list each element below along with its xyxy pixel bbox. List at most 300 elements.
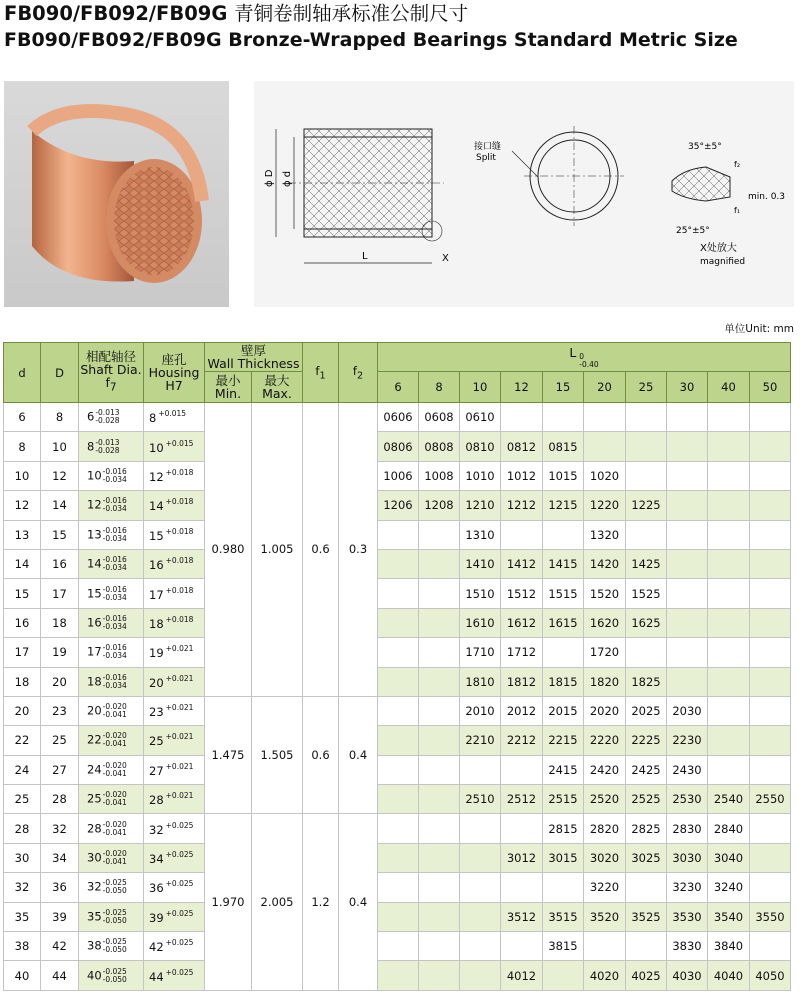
cell-part-number [378,785,419,814]
cell-part-number: 2830 [667,814,708,843]
cell-part-number: 2210 [460,726,501,755]
cell-part-number [708,667,750,696]
cell-D: 18 [41,608,79,637]
col-f2: $f_2$ [339,343,378,403]
col-length: 8 [419,372,460,403]
cell-part-number [750,491,791,520]
cell-housing: 44 +0.025 [144,961,205,990]
cell-part-number [419,814,460,843]
cell-part-number [460,843,501,872]
cell-part-number: 1625 [626,608,667,637]
cell-part-number: 1012 [501,461,543,490]
cell-part-number: 1825 [626,667,667,696]
cell-part-number: 2525 [626,785,667,814]
cell-part-number: 1520 [584,579,626,608]
f2-label: f₂ [734,160,741,169]
cell-part-number [626,432,667,461]
page-title-cn: FB090/FB092/FB09G 青铜卷制轴承标准公制尺寸 [4,2,469,25]
cell-part-number [667,403,708,432]
cell-part-number: 1615 [543,608,584,637]
cell-part-number [501,755,543,784]
cell-part-number: 3512 [501,902,543,931]
table-row [4,608,791,637]
cell-d: 17 [4,638,41,667]
table-row [4,491,791,520]
cell-f1: 0.6 [303,403,339,697]
f1-label: f₁ [734,206,741,215]
cell-part-number: 3515 [543,902,584,931]
cell-D: 28 [41,785,79,814]
cell-D: 17 [41,579,79,608]
cell-part-number: 0815 [543,432,584,461]
cell-part-number: 1425 [626,549,667,578]
table-row [4,932,791,961]
cell-part-number: 4020 [584,961,626,990]
cell-part-number [708,461,750,490]
cell-part-number [419,549,460,578]
cell-part-number [378,902,419,931]
cell-part-number: 3840 [708,932,750,961]
col-housing: 座孔 Housing H7 [144,343,205,403]
cell-d: 13 [4,520,41,549]
cell-part-number [460,814,501,843]
cell-part-number [378,549,419,578]
cell-D: 19 [41,638,79,667]
cell-part-number: 2420 [584,755,626,784]
cell-part-number [419,755,460,784]
cell-part-number [378,843,419,872]
cell-part-number [708,755,750,784]
cell-housing: 14 +0.018 [144,491,205,520]
cell-part-number: 2225 [626,726,667,755]
col-shaft: 相配轴径 Shaft Dia. $f_7$ [79,343,144,403]
col-wall-thickness: 壁厚 Wall Thickness [205,343,303,372]
cell-d: 25 [4,785,41,814]
cell-part-number: 2012 [501,696,543,725]
cell-part-number [419,667,460,696]
cell-D: 23 [41,696,79,725]
cell-part-number [667,608,708,637]
cell-wall-max: 1.505 [252,696,303,814]
cell-housing: 10 +0.015 [144,432,205,461]
cell-part-number [667,549,708,578]
table-row [4,843,791,872]
cell-shaft: 22 -0.020 -0.041 [79,726,144,755]
dim-L-label: L [362,251,368,262]
col-max: 最大 Max. [252,372,303,403]
col-length: 20 [584,372,626,403]
cell-housing: 20 +0.021 [144,667,205,696]
cell-part-number [626,932,667,961]
cell-part-number: 2212 [501,726,543,755]
split-label-cn: 接口缝 [474,142,502,152]
cell-part-number [501,932,543,961]
cell-part-number [419,902,460,931]
split-label-en: Split [476,153,496,163]
cell-part-number: 1820 [584,667,626,696]
cell-housing: 32 +0.025 [144,814,205,843]
cell-part-number [378,520,419,549]
cell-part-number: 1415 [543,549,584,578]
col-length: 10 [460,372,501,403]
cell-part-number [750,696,791,725]
cell-part-number: 2825 [626,814,667,843]
cell-part-number: 4030 [667,961,708,990]
cell-f2: 0.4 [339,696,378,814]
cell-part-number: 1008 [419,461,460,490]
cell-part-number: 3240 [708,873,750,902]
cell-d: 10 [4,461,41,490]
cell-shaft: 20 -0.020 -0.041 [79,696,144,725]
table-row [4,696,791,725]
cell-housing: 19 +0.021 [144,638,205,667]
cell-part-number: 2010 [460,696,501,725]
cell-part-number: 1512 [501,579,543,608]
cell-part-number [419,520,460,549]
cell-d: 15 [4,579,41,608]
cell-part-number [750,667,791,696]
cell-wall-min: 1.475 [205,696,252,814]
cell-part-number [750,403,791,432]
table-row [4,755,791,784]
cell-part-number [750,608,791,637]
cell-part-number: 4025 [626,961,667,990]
cell-part-number [667,579,708,608]
cell-D: 34 [41,843,79,872]
cell-part-number [543,638,584,667]
cell-part-number: 2220 [584,726,626,755]
cell-part-number [750,932,791,961]
cell-part-number: 2015 [543,696,584,725]
bearing-photo [4,81,229,307]
cell-housing: 16 +0.018 [144,549,205,578]
cell-part-number: 2815 [543,814,584,843]
cell-part-number: 0808 [419,432,460,461]
cell-shaft: 25 -0.020 -0.041 [79,785,144,814]
cell-part-number [750,432,791,461]
cell-housing: 34 +0.025 [144,843,205,872]
cell-part-number [378,814,419,843]
cell-part-number: 1810 [460,667,501,696]
cell-part-number [419,608,460,637]
cell-D: 44 [41,961,79,990]
cell-part-number [378,961,419,990]
cell-part-number [667,461,708,490]
angle-top-label: 35°±5° [688,142,722,152]
cell-D: 15 [41,520,79,549]
cell-D: 42 [41,932,79,961]
cell-part-number: 4040 [708,961,750,990]
cell-part-number [750,461,791,490]
cell-part-number: 1208 [419,491,460,520]
cell-shaft: 40 -0.025 -0.050 [79,961,144,990]
cell-housing: 36 +0.025 [144,873,205,902]
cell-D: 10 [41,432,79,461]
cell-d: 14 [4,549,41,578]
cell-part-number [419,873,460,902]
cell-shaft: 38 -0.025 -0.050 [79,932,144,961]
cell-part-number [378,667,419,696]
cell-part-number: 1220 [584,491,626,520]
cell-part-number: 3025 [626,843,667,872]
cell-part-number [584,403,626,432]
cell-part-number: 1212 [501,491,543,520]
cell-part-number [419,726,460,755]
cell-part-number [460,932,501,961]
cell-D: 14 [41,491,79,520]
cell-part-number: 1020 [584,461,626,490]
cell-part-number [750,520,791,549]
table-row [4,873,791,902]
cell-housing: 27 +0.021 [144,755,205,784]
dim-d-label: ϕ d [282,170,293,187]
cell-part-number [708,549,750,578]
cell-shaft: 8 -0.013 -0.028 [79,432,144,461]
cell-part-number [626,638,667,667]
cell-wall-min: 0.980 [205,403,252,697]
cell-part-number [584,432,626,461]
cell-part-number: 1412 [501,549,543,578]
unit-label: 单位Unit: mm [724,323,794,335]
cell-shaft: 16 -0.016 -0.034 [79,608,144,637]
cell-part-number [378,932,419,961]
cell-part-number [750,814,791,843]
col-length: 15 [543,372,584,403]
cell-shaft: 24 -0.020 -0.041 [79,755,144,784]
cell-part-number: 4050 [750,961,791,990]
cell-part-number: 3525 [626,902,667,931]
cell-housing: 42 +0.025 [144,932,205,961]
table-row [4,520,791,549]
col-length: 50 [750,372,791,403]
cell-part-number [543,961,584,990]
cell-part-number: 2512 [501,785,543,814]
cell-part-number: 1206 [378,491,419,520]
cell-D: 39 [41,902,79,931]
col-length: 6 [378,372,419,403]
cell-part-number: 3015 [543,843,584,872]
cell-d: 18 [4,667,41,696]
cell-part-number [626,403,667,432]
cell-d: 12 [4,491,41,520]
cell-shaft: 14 -0.016 -0.034 [79,549,144,578]
cell-D: 16 [41,549,79,578]
cell-part-number: 2430 [667,755,708,784]
table-row [4,902,791,931]
cell-part-number [501,873,543,902]
cell-part-number [501,520,543,549]
col-length: 30 [667,372,708,403]
cell-part-number [543,520,584,549]
cell-D: 8 [41,403,79,432]
cell-d: 22 [4,726,41,755]
table-row [4,785,791,814]
cell-housing: 23 +0.021 [144,696,205,725]
cell-shaft: 18 -0.016 -0.034 [79,667,144,696]
col-D: D [41,343,79,403]
cell-part-number: 1812 [501,667,543,696]
cell-part-number [460,755,501,784]
cell-part-number [378,873,419,902]
cell-shaft: 10 -0.016 -0.034 [79,461,144,490]
cell-part-number: 1515 [543,579,584,608]
cell-part-number [750,549,791,578]
cell-part-number: 0806 [378,432,419,461]
cell-part-number [708,638,750,667]
col-length: 40 [708,372,750,403]
table-row [4,638,791,667]
cell-part-number [708,608,750,637]
cell-part-number: 2020 [584,696,626,725]
cell-d: 8 [4,432,41,461]
cell-f2: 0.4 [339,814,378,990]
cell-housing: 18 +0.018 [144,608,205,637]
cell-part-number [419,843,460,872]
cell-part-number [750,843,791,872]
cell-wall-min: 1.970 [205,814,252,990]
cell-shaft: 13 -0.016 -0.034 [79,520,144,549]
cell-part-number: 2530 [667,785,708,814]
table-row [4,403,791,432]
table-row [4,549,791,578]
cell-part-number [378,638,419,667]
cell-part-number [708,491,750,520]
table-row [4,814,791,843]
cell-part-number: 0606 [378,403,419,432]
magnified-label-en: magnified [700,257,746,267]
cell-part-number: 2510 [460,785,501,814]
col-L: L 0 -0.40 [378,343,791,372]
cell-part-number [419,696,460,725]
cell-part-number: 1610 [460,608,501,637]
dim-D-label: ϕ D [264,169,275,187]
cell-part-number [378,755,419,784]
col-length: 12 [501,372,543,403]
cell-part-number: 4012 [501,961,543,990]
cell-part-number [750,755,791,784]
cell-part-number [708,726,750,755]
size-table [3,342,791,991]
cell-part-number: 0812 [501,432,543,461]
table-row [4,726,791,755]
cell-part-number [667,667,708,696]
col-f1: $f_1$ [303,343,339,403]
cell-part-number: 1710 [460,638,501,667]
min-label: min. 0.3 [748,192,786,202]
cell-part-number [708,696,750,725]
cell-part-number: 3030 [667,843,708,872]
cell-f2: 0.3 [339,403,378,697]
cell-shaft: 15 -0.016 -0.034 [79,579,144,608]
cell-part-number: 3040 [708,843,750,872]
cell-part-number: 1720 [584,638,626,667]
cell-part-number: 1015 [543,461,584,490]
cell-part-number: 2230 [667,726,708,755]
cell-part-number: 1620 [584,608,626,637]
cell-shaft: 6 -0.013 -0.028 [79,403,144,432]
cell-part-number [378,696,419,725]
cell-part-number [419,961,460,990]
cell-part-number [501,814,543,843]
cell-part-number [667,520,708,549]
cell-part-number: 3530 [667,902,708,931]
cell-part-number: 3020 [584,843,626,872]
col-d: d [4,343,41,403]
cell-part-number: 3220 [584,873,626,902]
cell-part-number: 2550 [750,785,791,814]
cell-part-number [543,873,584,902]
cell-part-number [460,902,501,931]
cell-part-number: 1320 [584,520,626,549]
cell-shaft: 32 -0.025 -0.050 [79,873,144,902]
cell-part-number [708,520,750,549]
cell-part-number: 1210 [460,491,501,520]
cell-part-number: 0608 [419,403,460,432]
cell-wall-max: 1.005 [252,403,303,697]
cell-D: 32 [41,814,79,843]
cell-part-number: 1815 [543,667,584,696]
cell-d: 6 [4,403,41,432]
cell-D: 27 [41,755,79,784]
cell-part-number: 0810 [460,432,501,461]
cell-part-number [750,579,791,608]
cell-d: 20 [4,696,41,725]
cell-part-number [419,785,460,814]
cell-part-number: 0610 [460,403,501,432]
table-row [4,961,791,990]
cell-part-number: 2025 [626,696,667,725]
cell-part-number [708,579,750,608]
cell-part-number [419,638,460,667]
cell-housing: 28 +0.021 [144,785,205,814]
cell-housing: 15 +0.018 [144,520,205,549]
cell-part-number [378,579,419,608]
cell-shaft: 30 -0.020 -0.041 [79,843,144,872]
cell-d: 24 [4,755,41,784]
cell-part-number [708,432,750,461]
cell-part-number [667,432,708,461]
cell-d: 32 [4,873,41,902]
cell-part-number: 3012 [501,843,543,872]
cell-part-number: 1510 [460,579,501,608]
cell-part-number: 2425 [626,755,667,784]
table-row [4,667,791,696]
cell-d: 40 [4,961,41,990]
cell-part-number [543,403,584,432]
cell-D: 36 [41,873,79,902]
cell-part-number: 3830 [667,932,708,961]
cell-part-number [708,403,750,432]
cell-part-number: 2415 [543,755,584,784]
cell-part-number [419,932,460,961]
col-min: 最小 Min. [205,372,252,403]
cell-part-number: 1010 [460,461,501,490]
cell-part-number: 2520 [584,785,626,814]
cell-part-number: 1525 [626,579,667,608]
col-length: 25 [626,372,667,403]
cell-wall-max: 2.005 [252,814,303,990]
cell-part-number: 1420 [584,549,626,578]
cell-part-number [667,491,708,520]
cell-part-number: 3540 [708,902,750,931]
cell-D: 25 [41,726,79,755]
cell-part-number [501,403,543,432]
cell-part-number: 1612 [501,608,543,637]
cell-shaft: 12 -0.016 -0.034 [79,491,144,520]
cell-part-number [584,932,626,961]
cell-part-number: 2515 [543,785,584,814]
cell-part-number: 3550 [750,902,791,931]
